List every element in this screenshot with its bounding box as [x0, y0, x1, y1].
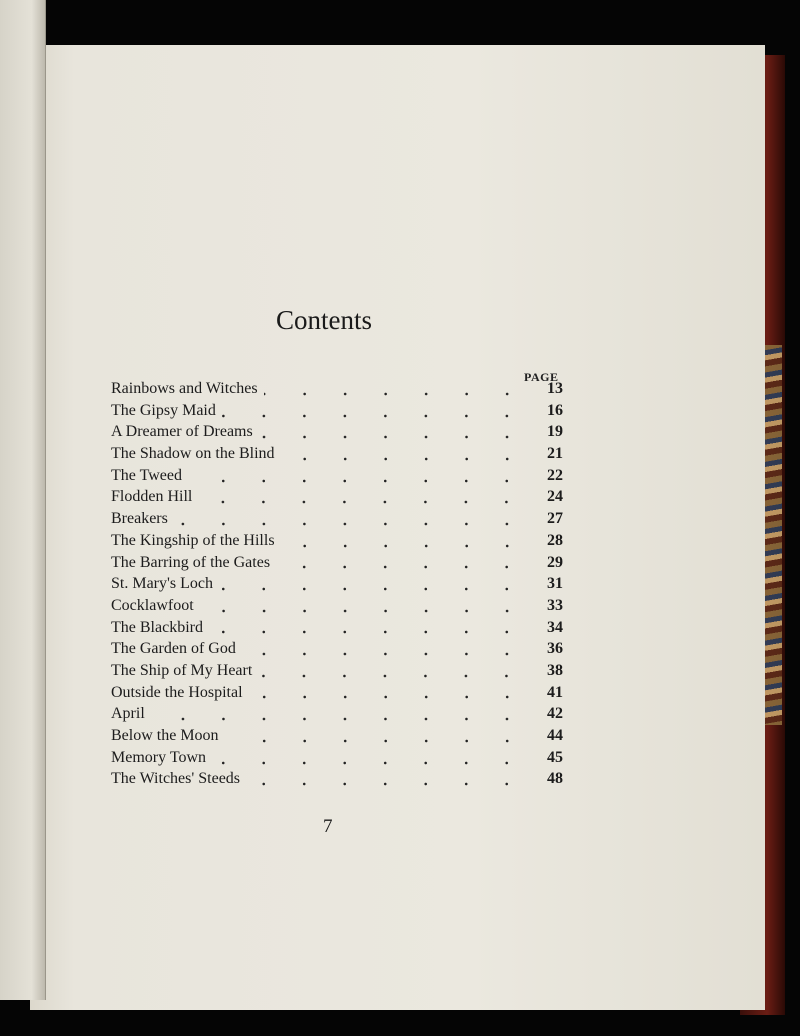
leader-dots	[242, 652, 527, 656]
entry-title: The Tweed	[111, 466, 182, 484]
leader-dots	[249, 695, 527, 699]
toc-entry	[111, 532, 563, 554]
entry-page: 16	[547, 401, 563, 419]
toc-entry	[111, 510, 563, 532]
entry-page: 38	[547, 661, 563, 679]
leader-dots	[200, 609, 527, 613]
entry-title: The Kingship of the Hills	[111, 531, 275, 549]
entry-title: The Barring of the Gates	[111, 553, 271, 571]
toc-entry	[111, 749, 563, 771]
leader-dots	[209, 630, 527, 634]
leader-dots	[281, 544, 527, 548]
entry-title: The Witches' Steeds	[111, 770, 241, 788]
entry-title: The Garden of God	[111, 640, 236, 658]
leader-dots	[264, 392, 527, 396]
leader-dots	[259, 435, 527, 439]
toc-entry	[111, 640, 563, 662]
entry-page: 33	[547, 596, 563, 614]
entry-title: The Shadow on the Blind	[111, 445, 275, 463]
entry-page: 24	[547, 488, 563, 506]
entry-page: 13	[547, 380, 563, 397]
entry-page: 42	[547, 705, 563, 723]
leader-dots	[174, 522, 527, 526]
toc-entry	[111, 423, 563, 445]
entry-title: The Blackbird	[111, 618, 203, 636]
leader-dots	[281, 457, 527, 461]
entry-title: Rainbows and Witches	[111, 380, 258, 397]
entry-title: A Dreamer of Dreams	[111, 423, 253, 441]
page-column-label: PAGE	[524, 370, 559, 384]
toc-entry	[111, 770, 563, 792]
entry-title: April	[111, 705, 145, 723]
leader-dots	[212, 761, 527, 765]
entry-page: 28	[547, 531, 563, 549]
entry-page: 36	[547, 640, 563, 658]
entry-title: Memory Town	[111, 748, 207, 766]
facing-page-edge	[0, 0, 46, 1000]
entry-page: 19	[547, 423, 563, 441]
toc-entry	[111, 445, 563, 467]
entry-page: 29	[547, 553, 563, 571]
toc-entry	[111, 662, 563, 684]
toc-entry	[111, 684, 563, 706]
leader-dots	[219, 587, 527, 591]
entry-page: 21	[547, 445, 563, 463]
toc-entry	[111, 402, 563, 424]
entry-title: Outside the Hospital	[111, 683, 243, 701]
entry-title: Below the Moon	[111, 727, 219, 744]
entry-page: 45	[547, 748, 563, 766]
toc-entry	[111, 467, 563, 489]
entry-page: 27	[547, 510, 563, 528]
toc-entry	[111, 727, 563, 749]
leader-dots	[276, 565, 527, 569]
entry-title: St. Mary's Loch	[111, 575, 213, 593]
leader-dots	[246, 782, 527, 786]
entry-page: 22	[547, 466, 563, 484]
leader-dots	[225, 739, 527, 743]
entry-title: The Gipsy Maid	[111, 401, 216, 419]
leader-dots	[222, 414, 527, 418]
entry-page: 44	[547, 727, 563, 744]
entry-title: Breakers	[111, 510, 168, 528]
entry-title: Cocklawfoot	[111, 596, 194, 614]
toc-entry	[111, 619, 563, 641]
toc-entry	[111, 380, 563, 402]
entry-page: 31	[547, 575, 563, 593]
entry-title: The Ship of My Heart	[111, 661, 253, 679]
leader-dots	[198, 500, 527, 504]
entry-page: 48	[547, 770, 563, 788]
toc-entry	[111, 705, 563, 727]
entry-page: 34	[547, 618, 563, 636]
toc-entry	[111, 575, 563, 597]
page-title: Contents	[276, 305, 373, 335]
entry-page: 41	[547, 683, 563, 701]
toc-entry	[111, 597, 563, 619]
leader-dots	[151, 717, 527, 721]
entry-title: Flodden Hill	[111, 488, 193, 506]
page-number: 7	[323, 816, 333, 837]
toc-entry	[111, 554, 563, 576]
leader-dots	[258, 674, 527, 678]
leader-dots	[188, 479, 527, 483]
toc-entry	[111, 488, 563, 510]
contents-list	[111, 380, 563, 792]
